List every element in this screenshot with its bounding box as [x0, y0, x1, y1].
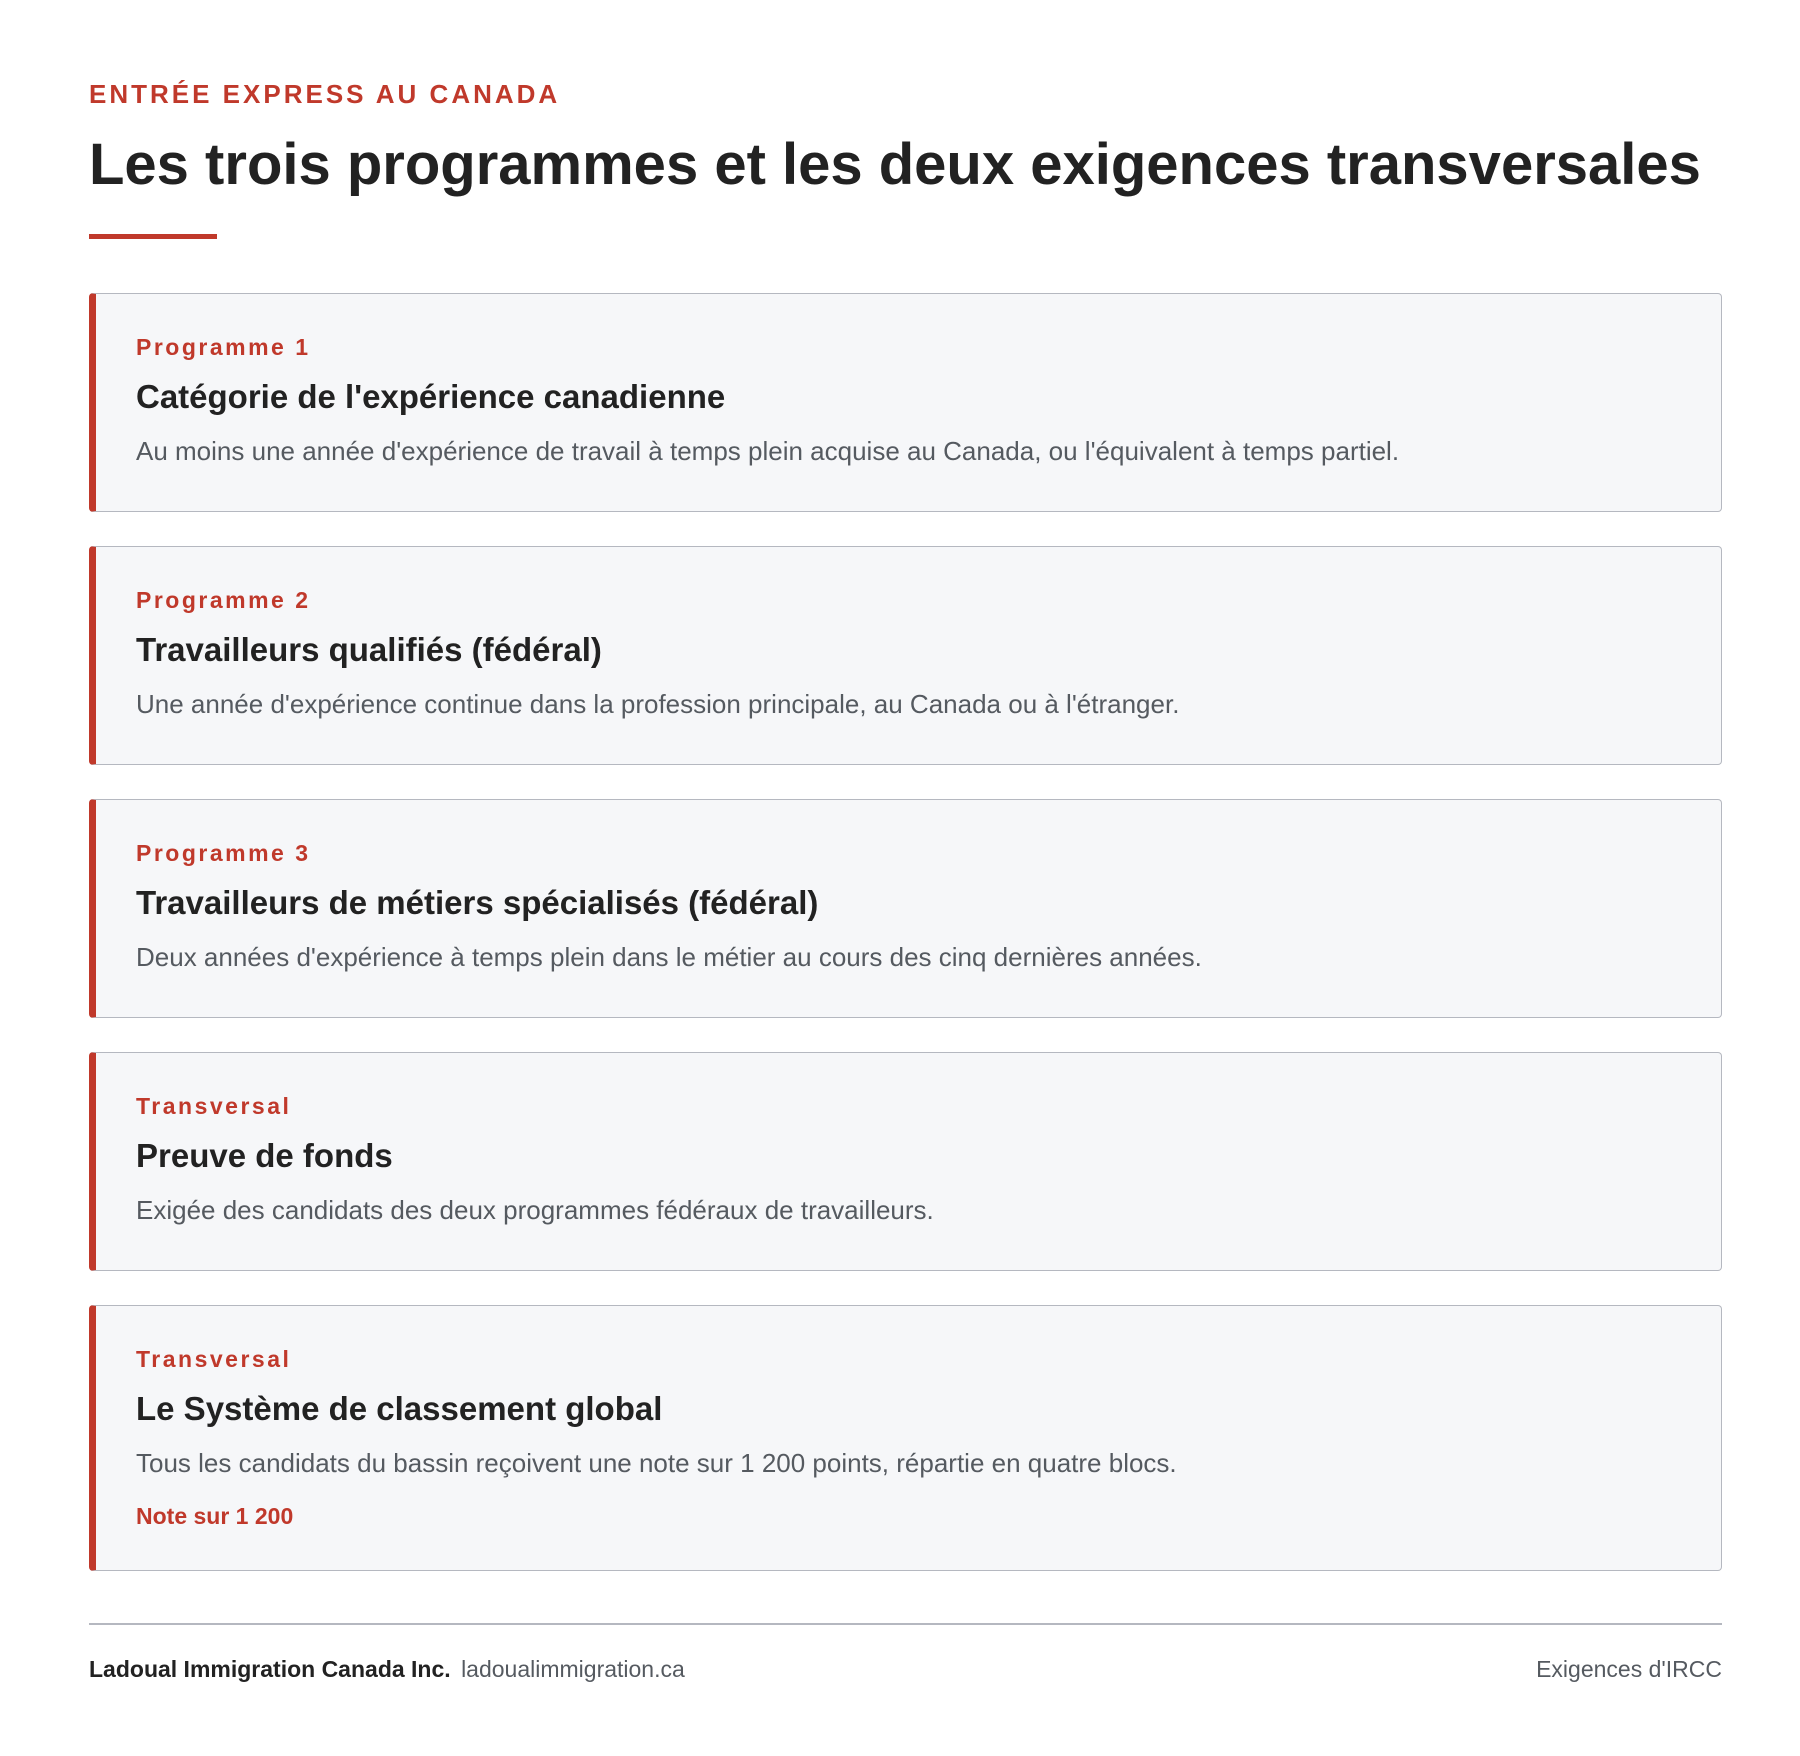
card-title: Travailleurs de métiers spécialisés (fédéral): [136, 884, 819, 921]
card-tag: Programme 3: [136, 840, 311, 866]
footer-source: Exigences d'IRCC: [1536, 1656, 1722, 1682]
footer-divider: [89, 1623, 1722, 1625]
card-description: Au moins une année d'expérience de travail à temps plein acquise au Canada, ou l'équivalent à temps partiel.: [136, 436, 1400, 466]
card-program-3: [89, 799, 1722, 1018]
card-description: Exigée des candidats des deux programmes fédéraux de travailleurs.: [136, 1195, 934, 1225]
card-tag: Transversal: [136, 1346, 292, 1372]
card-program-2: [89, 546, 1722, 765]
card-title: Le Système de classement global: [136, 1390, 663, 1427]
card-tag: Transversal: [136, 1093, 292, 1119]
page-title: Les trois programmes et les deux exigences transversales: [89, 132, 1701, 197]
score-note: Note sur 1 200: [136, 1503, 294, 1529]
card-ranking-system: [89, 1305, 1722, 1571]
card-proof-of-funds: [89, 1052, 1722, 1271]
card-program-1: [89, 293, 1722, 512]
company-name: Ladoual Immigration Canada Inc.: [89, 1656, 451, 1682]
footer-credit: [89, 1655, 685, 1683]
card-title: Preuve de fonds: [136, 1137, 393, 1174]
card-description: Tous les candidats du bassin reçoivent une note sur 1 200 points, répartie en quatre blocs.: [136, 1448, 1177, 1478]
title-underline: [89, 234, 217, 239]
card-title: Catégorie de l'expérience canadienne: [136, 378, 726, 415]
card-tag: Programme 2: [136, 587, 311, 613]
card-tag: Programme 1: [136, 334, 311, 360]
card-description: Deux années d'expérience à temps plein dans le métier au cours des cinq dernières années.: [136, 942, 1202, 972]
card-description: Une année d'expérience continue dans la profession principale, au Canada ou à l'étranger.: [136, 689, 1180, 719]
card-title: Travailleurs qualifiés (fédéral): [136, 631, 602, 668]
eyebrow-label: ENTRÉE EXPRESS AU CANADA: [89, 79, 561, 109]
website-link[interactable]: ladoualimmigration.ca: [461, 1656, 685, 1682]
card-list: [89, 293, 1722, 1605]
